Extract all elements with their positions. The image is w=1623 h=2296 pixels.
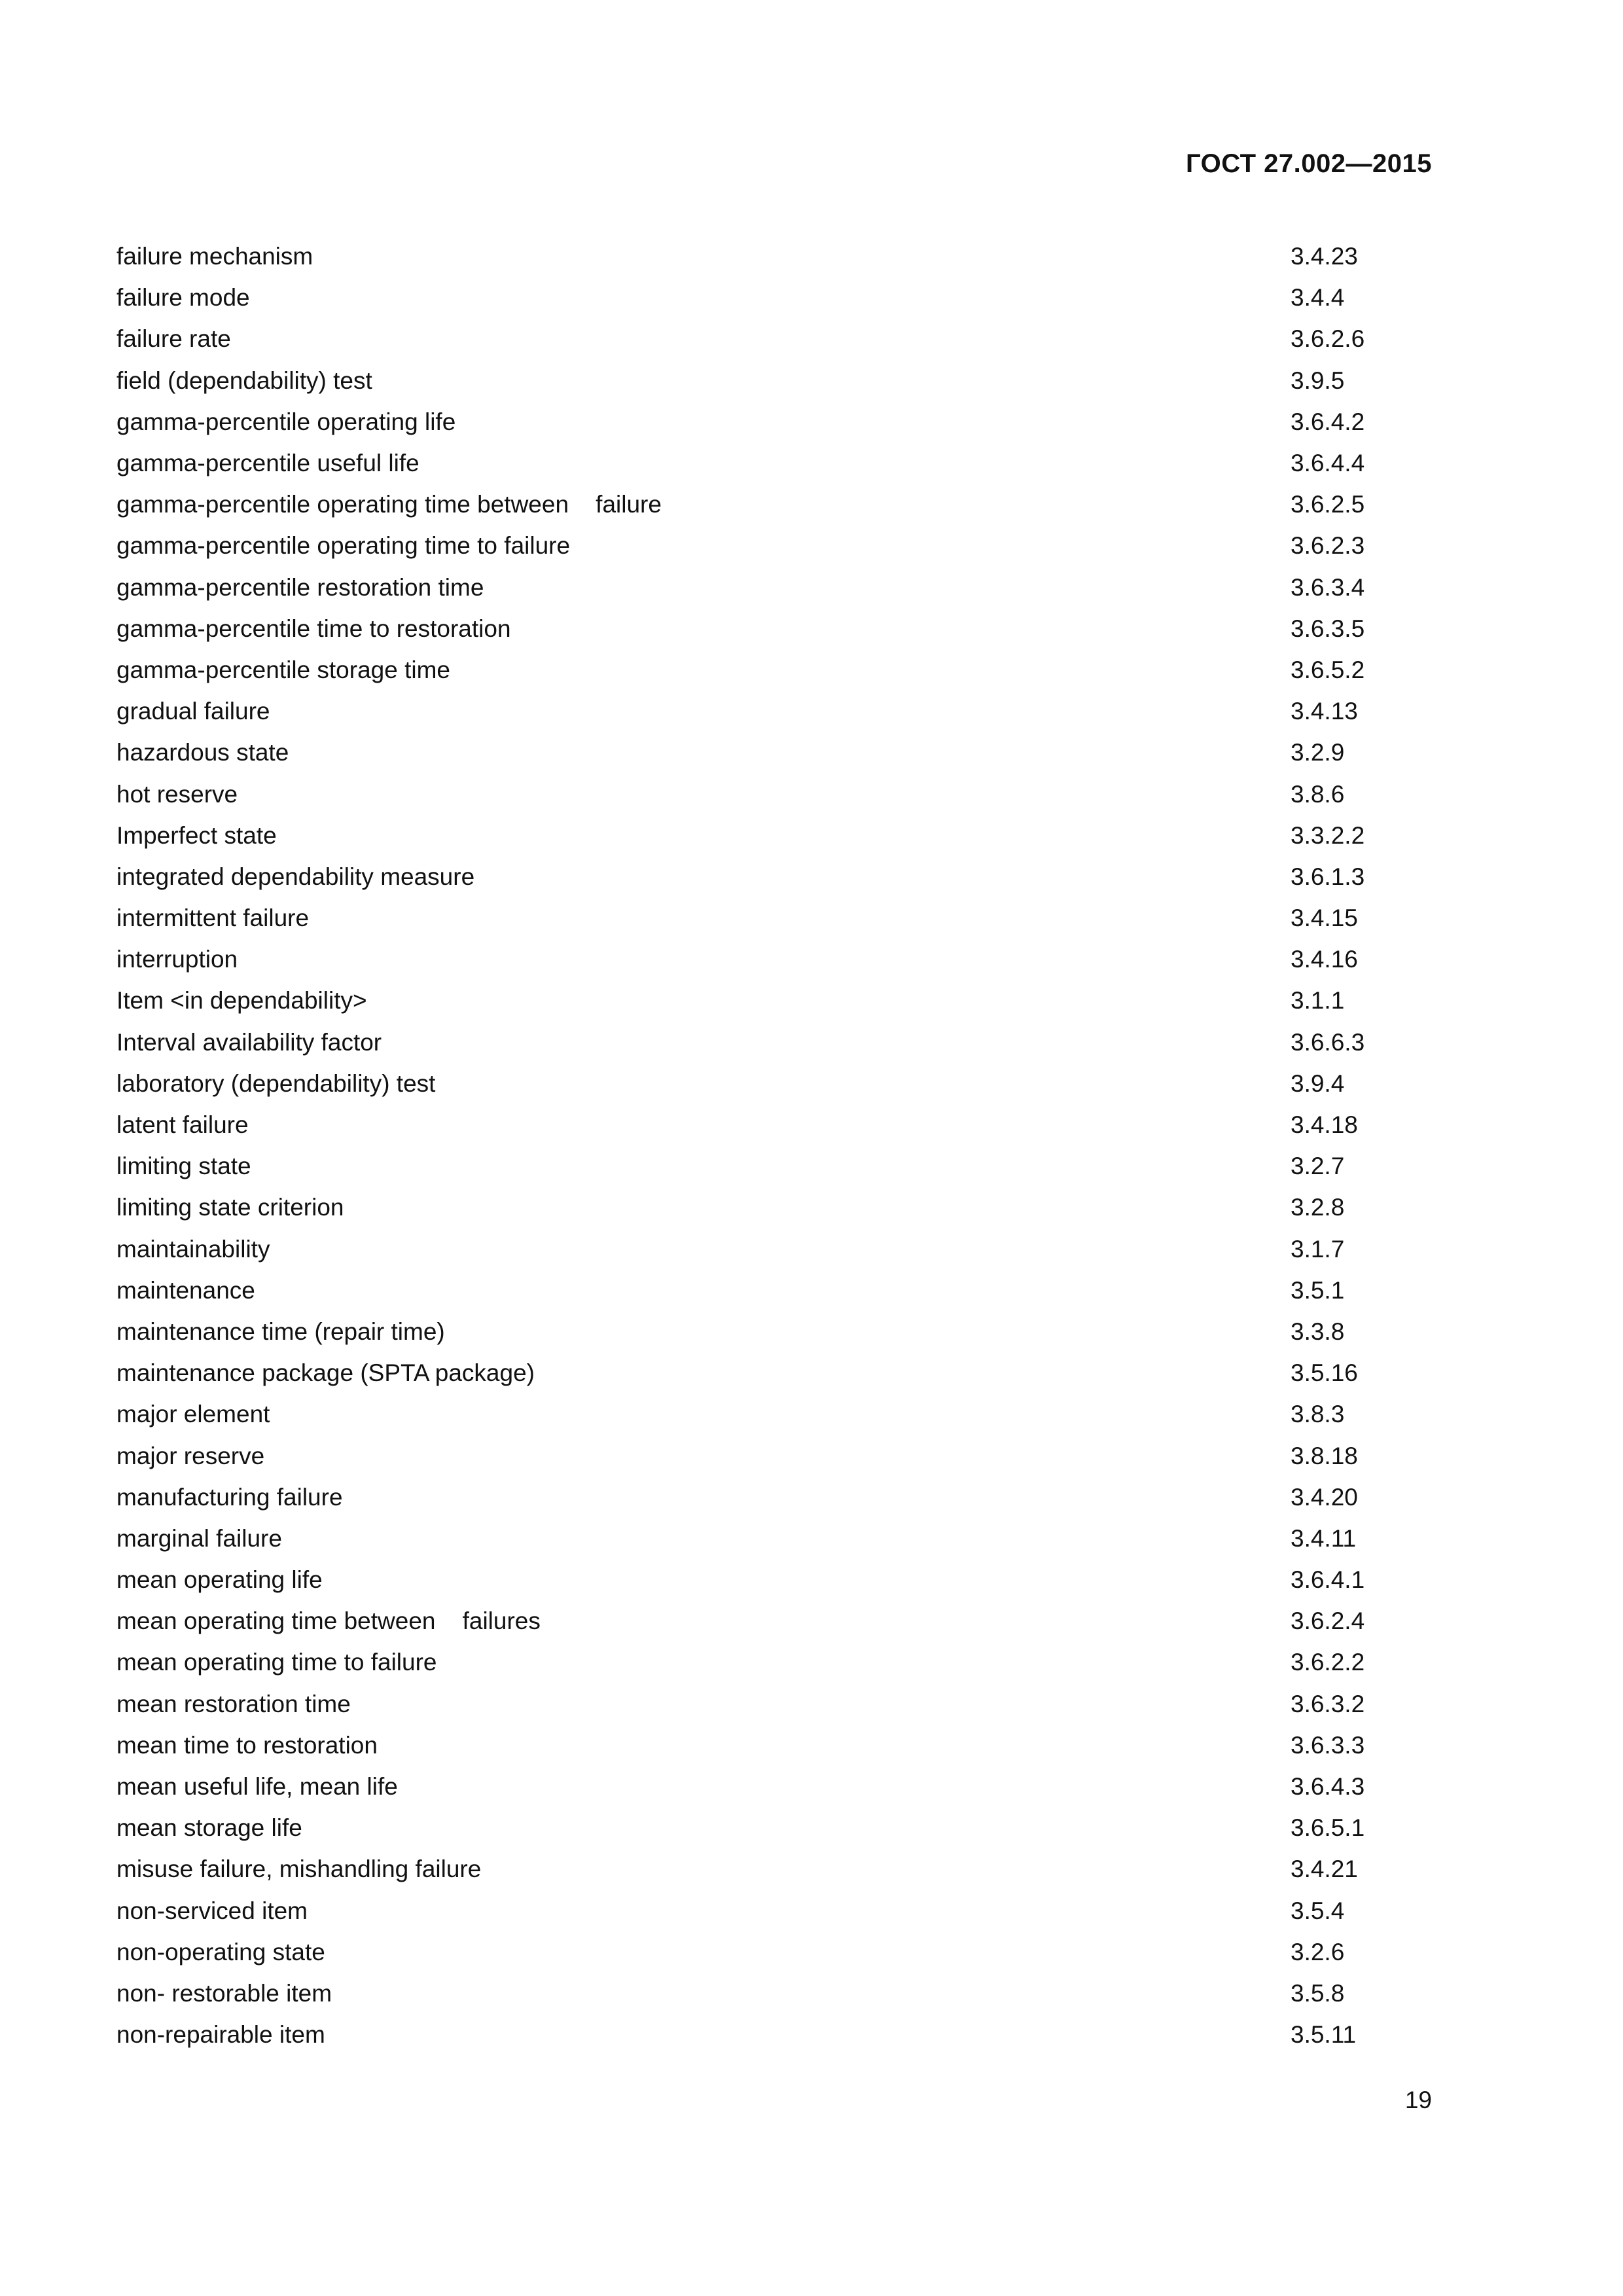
index-term: integrated dependability measure — [116, 863, 475, 890]
index-term: mean time to restoration — [116, 1731, 378, 1759]
index-term: non-serviced item — [116, 1897, 308, 1924]
index-term: hot reserve — [116, 780, 238, 808]
index-term: Interval availability factor — [116, 1028, 382, 1056]
index-term: gradual failure — [116, 698, 270, 725]
index-term: non- restorable item — [116, 1979, 332, 2007]
index-ref: 3.2.7 — [1291, 1153, 1345, 1180]
index-entry — [116, 691, 1399, 732]
index-entry — [116, 318, 1399, 359]
index-entry — [116, 277, 1399, 318]
index-ref: 3.4.16 — [1291, 946, 1358, 973]
index-term: gamma-percentile restoration time — [116, 573, 484, 601]
index-entry — [116, 1022, 1399, 1063]
index-entry — [116, 1518, 1399, 1559]
index-entry — [116, 1270, 1399, 1311]
index-ref: 3.9.4 — [1291, 1069, 1345, 1097]
index-ref: 3.5.4 — [1291, 1897, 1345, 1924]
index-entry — [116, 1766, 1399, 1807]
index-term: mean storage life — [116, 1814, 302, 1842]
index-term: gamma-percentile useful life — [116, 450, 419, 477]
index-term: maintenance package (SPTA package) — [116, 1359, 535, 1387]
index-term: maintenance — [116, 1276, 255, 1304]
index-term: mean operating time between failures — [116, 1607, 541, 1635]
index-ref: 3.5.8 — [1291, 1979, 1345, 2007]
index-ref: 3.3.2.2 — [1291, 821, 1365, 849]
index-term: hazardous state — [116, 739, 289, 766]
index-ref: 3.6.3.5 — [1291, 615, 1365, 642]
index-term: gamma-percentile operating time to failure — [116, 532, 571, 560]
index-entry — [116, 773, 1399, 814]
index-ref: 3.9.5 — [1291, 367, 1345, 394]
index-entry — [116, 1641, 1399, 1683]
index-ref: 3.4.21 — [1291, 1856, 1358, 1883]
index-ref: 3.6.6.3 — [1291, 1028, 1365, 1056]
index-term: mean operating life — [116, 1566, 323, 1594]
index-term: misuse failure, mishandling failure — [116, 1856, 482, 1883]
index-ref: 3.2.9 — [1291, 739, 1345, 766]
index-entry — [116, 1848, 1399, 1890]
index-entry — [116, 1435, 1399, 1476]
index-term: maintainability — [116, 1235, 270, 1263]
index-entry — [116, 360, 1399, 401]
index-ref: 3.6.5.2 — [1291, 656, 1365, 683]
index-term: maintenance time (repair time) — [116, 1318, 445, 1345]
index-entry — [116, 236, 1399, 277]
index-entry — [116, 939, 1399, 980]
index-ref: 3.6.5.1 — [1291, 1814, 1365, 1842]
index-term: mean restoration time — [116, 1690, 351, 1717]
index-entry — [116, 1559, 1399, 1600]
index-term: Item <in dependability> — [116, 987, 367, 1014]
index-entry — [116, 1890, 1399, 1931]
index-term: failure mechanism — [116, 243, 313, 270]
index-entry — [116, 442, 1399, 484]
index-ref: 3.6.4.4 — [1291, 450, 1365, 477]
index-ref: 3.6.4.1 — [1291, 1566, 1365, 1594]
index-ref: 3.6.4.2 — [1291, 408, 1365, 435]
index-term: major reserve — [116, 1442, 265, 1469]
index-ref: 3.6.2.6 — [1291, 325, 1365, 353]
index-term: limiting state — [116, 1153, 251, 1180]
index-entry — [116, 1104, 1399, 1145]
index-entry — [116, 1973, 1399, 2014]
index-term: gamma-percentile storage time — [116, 656, 450, 683]
index-ref: 3.4.11 — [1291, 1524, 1357, 1552]
index-ref: 3.4.18 — [1291, 1111, 1358, 1139]
index-ref: 3.4.23 — [1291, 243, 1358, 270]
index-entry — [116, 1311, 1399, 1352]
index-ref: 3.6.1.3 — [1291, 863, 1365, 890]
index-entry — [116, 567, 1399, 608]
index-ref: 3.6.3.3 — [1291, 1731, 1365, 1759]
index-term: limiting state criterion — [116, 1194, 344, 1221]
index-entry — [116, 732, 1399, 773]
index-ref: 3.1.7 — [1291, 1235, 1345, 1263]
index-ref: 3.6.3.4 — [1291, 573, 1365, 601]
index-term: failure mode — [116, 284, 250, 312]
index-entry — [116, 815, 1399, 856]
index-entry — [116, 1807, 1399, 1848]
index-term: laboratory (dependability) test — [116, 1069, 436, 1097]
index-entry — [116, 1063, 1399, 1104]
index-entry — [116, 856, 1399, 897]
page-number: 19 — [1404, 2087, 1432, 2113]
index-ref: 3.5.1 — [1291, 1276, 1345, 1304]
index-term: gamma-percentile time to restoration — [116, 615, 511, 642]
index-term: non-operating state — [116, 1938, 325, 1965]
index-term: latent failure — [116, 1111, 249, 1139]
index-ref: 3.6.2.2 — [1291, 1649, 1365, 1676]
index-entry — [116, 1352, 1399, 1393]
standard-code-header: ГОСТ 27.002—2015 — [1185, 149, 1432, 178]
index-ref: 3.5.16 — [1291, 1359, 1358, 1387]
index-term: mean useful life, mean life — [116, 1773, 398, 1801]
index-ref: 3.6.2.4 — [1291, 1607, 1365, 1635]
index-term: gamma-percentile operating time between failure — [116, 491, 662, 518]
index-ref: 3.5.11 — [1291, 2021, 1357, 2049]
index-ref: 3.4.20 — [1291, 1483, 1358, 1511]
index-entry — [116, 525, 1399, 566]
index-entry — [116, 980, 1399, 1021]
index-entry — [116, 1477, 1399, 1518]
index-term: marginal failure — [116, 1524, 282, 1552]
index-ref: 3.6.2.3 — [1291, 532, 1365, 560]
index-ref: 3.2.6 — [1291, 1938, 1345, 1965]
index-ref: 3.4.4 — [1291, 284, 1345, 312]
index-entry — [116, 1931, 1399, 1973]
term-index-list — [116, 236, 1399, 2055]
index-ref: 3.6.3.2 — [1291, 1690, 1365, 1717]
index-ref: 3.4.13 — [1291, 698, 1358, 725]
index-ref: 3.4.15 — [1291, 905, 1358, 932]
index-entry — [116, 1393, 1399, 1435]
index-ref: 3.1.1 — [1291, 987, 1345, 1014]
index-term: major element — [116, 1401, 270, 1428]
index-entry — [116, 649, 1399, 691]
index-term: failure rate — [116, 325, 231, 353]
index-entry — [116, 1683, 1399, 1725]
index-ref: 3.6.2.5 — [1291, 491, 1365, 518]
index-entry — [116, 897, 1399, 939]
index-term: intermittent failure — [116, 905, 310, 932]
index-entry — [116, 1725, 1399, 1766]
index-term: Imperfect state — [116, 821, 277, 849]
index-ref: 3.3.8 — [1291, 1318, 1345, 1345]
index-ref: 3.8.18 — [1291, 1442, 1358, 1469]
index-ref: 3.6.4.3 — [1291, 1773, 1365, 1801]
index-entry — [116, 1229, 1399, 1270]
index-term: interruption — [116, 946, 238, 973]
index-entry — [116, 608, 1399, 649]
index-entry — [116, 401, 1399, 442]
index-ref: 3.8.6 — [1291, 780, 1345, 808]
index-entry — [116, 484, 1399, 525]
index-entry — [116, 1600, 1399, 1641]
index-term: field (dependability) test — [116, 367, 372, 394]
index-ref: 3.8.3 — [1291, 1401, 1345, 1428]
index-ref: 3.2.8 — [1291, 1194, 1345, 1221]
index-term: gamma-percentile operating life — [116, 408, 456, 435]
index-entry — [116, 2014, 1399, 2055]
index-term: non-repairable item — [116, 2021, 325, 2049]
index-term: mean operating time to failure — [116, 1649, 437, 1676]
index-entry — [116, 1145, 1399, 1187]
index-entry — [116, 1187, 1399, 1228]
index-term: manufacturing failure — [116, 1483, 343, 1511]
